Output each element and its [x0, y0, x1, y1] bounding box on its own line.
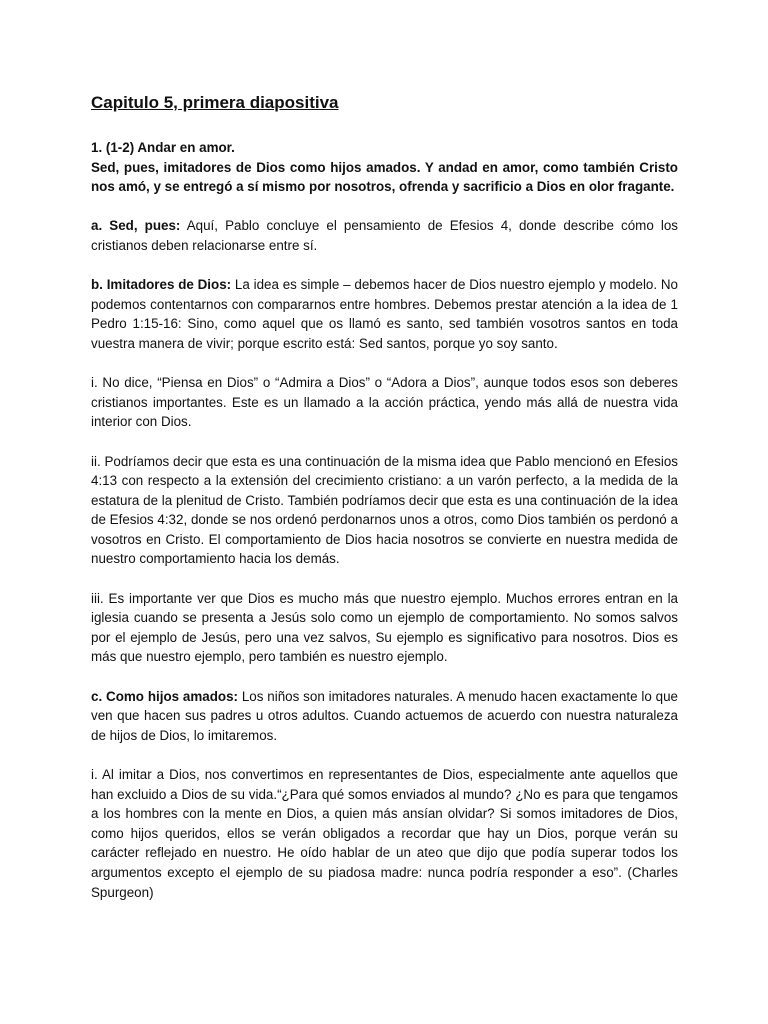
paragraph-b-iii [91, 589, 678, 667]
paragraph-text: Los niños son imitadores naturales. A menudo hacen exactamente lo que ven que hacen sus padres u otros adultos. Cuando actuemos de acuerdo con nuestra naturaleza de hijos de Dios, lo imitaremos. [91, 688, 678, 743]
paragraph-b-i [91, 373, 678, 432]
paragraph-text: ii. Podríamos decir que esta es una continuación de la misma idea que Pablo mencionó en Efesios 4:13 con respecto a la extensión del crecimiento cristiano: a un varón perfecto, a la medida de la estatura de la plenitud de Cristo. También podríamos decir que esta es una continuación de la idea de Efesios 4:32, donde se nos ordenó perdonarnos unos a otros, como Dios también os perdonó a vosotros en Cristo. El comportamiento de Dios hacia nosotros se convierte en nuestra medida de nuestro comportamiento hacia los demás. [91, 453, 678, 567]
intro-heading: 1. (1-2) Andar en amor. [91, 140, 235, 155]
paragraph-b-ii [91, 452, 678, 570]
paragraph-c-i [91, 765, 678, 902]
paragraph-text: i. Al imitar a Dios, nos convertimos en representantes de Dios, especialmente ante aquellos que han excluido a Dios de su vida.“¿Para qué somos enviados al mundo? ¿No es para que tengamos a los hombres con la mente en Dios, a quien más ansían olvidar? Si somos imitadores de Dios, como hijos queridos, ellos se verán obligados a recordar que hay un Dios, porque verán su carácter reflejado en nuestro. He oído hablar de un ateo que dijo que podía superar todos los argumentos excepto el ejemplo de su piadosa madre: nunca podría responder a eso”. (Charles Spurgeon) [91, 767, 678, 900]
intro-verse: Sed, pues, imitadores de Dios como hijos amados. Y andad en amor, como también Cristo nos amó, y se entregó a sí mismo por nosotros, ofrenda y sacrificio a Dios en olor fragante. [91, 159, 678, 195]
paragraph-text: La idea es simple – debemos hacer de Dios nuestro ejemplo y modelo. No podemos contentarnos con compararnos entre hombres. Debemos prestar atención a la idea de 1 Pedro 1:15-16: Sino, como aquel que os llamó es santo, sed también vosotros santos en toda vuestra manera de vivir; porque escrito está: Sed santos, porque yo soy santo. [91, 277, 678, 351]
paragraph-b [91, 275, 678, 353]
paragraph-text: Aquí, Pablo concluye el pensamiento de Efesios 4, donde describe cómo los cristianos deben relacionarse entre sí. [91, 218, 678, 253]
document-body [91, 138, 678, 922]
paragraph-a [91, 216, 678, 255]
paragraph-lead: a. Sed, pues: [91, 218, 181, 234]
intro-block [91, 138, 678, 197]
paragraph-lead: c. Como hijos amados: [91, 688, 238, 704]
paragraph-text: iii. Es importante ver que Dios es mucho más que nuestro ejemplo. Muchos errores entran en la iglesia cuando se presenta a Jesús solo como un ejemplo de comportamiento. No somos salvos por el ejemplo de Jesús, pero una vez salvos, Su ejemplo es significativo para nosotros. Dios es más que nuestro ejemplo, pero también es nuestro ejemplo. [91, 590, 678, 665]
page-title: Capitulo 5, primera diapositiva [91, 93, 339, 112]
paragraph-c [91, 687, 678, 746]
paragraph-lead: b. Imitadores de Dios: [91, 277, 232, 293]
paragraph-text: i. No dice, “Piensa en Dios” o “Admira a Dios” o “Adora a Dios”, aunque todos esos son deberes cristianos importantes. Este es un llamado a la acción práctica, yendo más allá de nuestra vida interior con Dios. [91, 375, 678, 430]
